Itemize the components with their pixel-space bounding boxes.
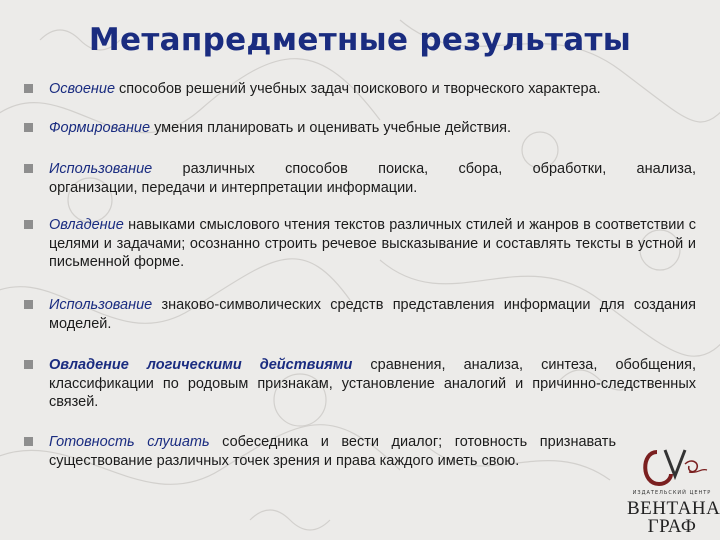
list-item [24, 160, 696, 197]
square-bullet-icon [24, 164, 33, 173]
square-bullet-icon [24, 220, 33, 229]
ventana-graf-logo-icon [627, 446, 717, 492]
item-lead: Использование [49, 161, 153, 177]
item-text [49, 216, 696, 272]
square-bullet-icon [24, 123, 33, 132]
item-text [49, 119, 696, 138]
list-item [24, 296, 696, 333]
item-lead: Овладение логическими действиями [49, 357, 353, 373]
list-item [24, 80, 696, 99]
item-rest: различных способов поиска, сбора, обработки, анализа, [152, 161, 696, 177]
list-item [24, 119, 696, 138]
item-lead: Использование [49, 297, 153, 313]
list-item [24, 216, 696, 272]
item-rest: знаково-символических средств представления информации для создания моделей. [49, 297, 696, 332]
square-bullet-icon [24, 437, 33, 446]
item-text [49, 433, 616, 470]
item-text [49, 356, 696, 412]
square-bullet-icon [24, 360, 33, 369]
list-item [24, 433, 696, 470]
logo-name-bottom: ГРАФ [647, 516, 697, 537]
item-text-line2: организации, передачи и интерпретации информации. [49, 179, 418, 196]
square-bullet-icon [24, 300, 33, 309]
item-rest: навыками смыслового чтения текстов различных стилей и жанров в соответствии с целями и задачами; осознанно строить речевое высказывание и составлять тексты в устной и письменной форме. [49, 217, 696, 270]
item-lead-2: слушать [147, 434, 210, 450]
publisher-logo [627, 446, 720, 538]
slide-title: Метапредметные результаты [88, 22, 632, 58]
item-lead: Освоение [49, 81, 116, 97]
logo-publisher-line: ИЗДАТЕЛЬСКИЙ ЦЕНТР [632, 490, 712, 496]
square-bullet-icon [24, 84, 33, 93]
item-text [49, 296, 696, 333]
item-rest: собеседника и вести диалог; готовность признавать существование различных точек зрения и права каждого иметь свою. [49, 434, 616, 469]
item-lead: Готовность [49, 434, 135, 450]
item-lead: Формирование [49, 120, 151, 136]
item-rest: умения планировать и оценивать учебные действия. [150, 120, 512, 136]
item-rest: способов решений учебных задач поискового и творческого характера. [115, 81, 601, 97]
list-item [24, 356, 696, 412]
item-text [49, 80, 696, 99]
item-lead: Овладение [49, 217, 124, 233]
logo-name-top: ВЕНТАНА [627, 498, 720, 519]
item-text [49, 160, 696, 179]
item-rest: сравнения, анализа, синтеза, обобщения, классификации по родовым признакам, установление аналогий и причинно-следственных связей. [49, 357, 696, 410]
